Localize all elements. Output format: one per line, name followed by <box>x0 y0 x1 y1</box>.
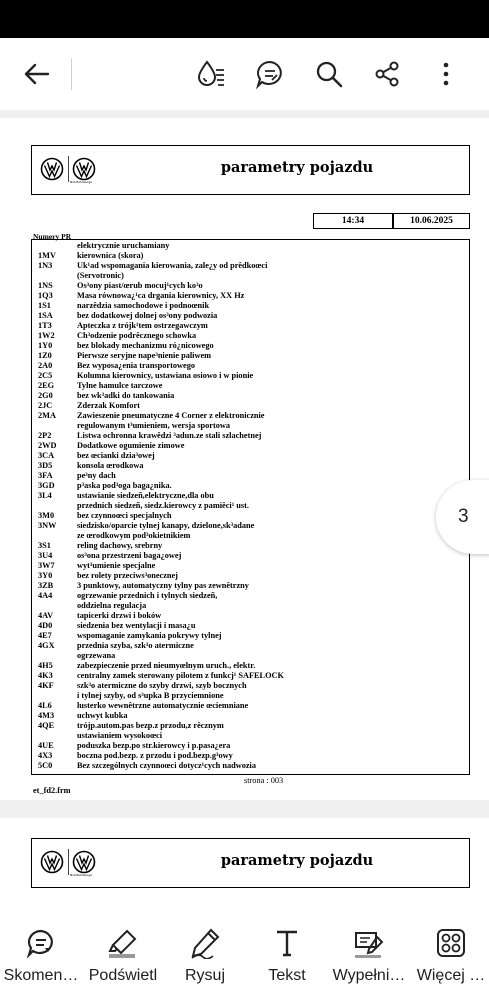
print-time: 14:34 <box>313 213 393 229</box>
list-item <box>32 651 469 661</box>
list-item <box>32 711 469 721</box>
pr-description: przednia szyba, szk³o atermiczne <box>77 641 194 650</box>
pr-description: Tylne hamulce tarczowe <box>77 381 163 390</box>
logo-caption: Nutzfahrzeuge <box>70 873 92 877</box>
pr-description: ogrzewana <box>77 651 116 660</box>
vw-logo-icon <box>40 850 64 874</box>
vw-logo-icon <box>72 157 96 181</box>
logo-caption: Nutzfahrzeuge <box>70 180 92 184</box>
pr-code: 4A4 <box>38 591 53 600</box>
pr-description: uchwyt kubka <box>77 711 128 720</box>
pr-description: Uk¹ad wspomagania kierowania, zale¿y od prêdkoœci <box>77 261 268 270</box>
pr-description: Listwa ochronna krawêdzi ³adun.ze stali szlachetnej <box>77 431 262 440</box>
pr-code: 4D0 <box>38 621 53 630</box>
page-header <box>31 838 470 888</box>
pr-description: Masa równowa¿¹ca drgania kierownicy, XX Hz <box>77 291 245 300</box>
pr-description: siedzisko/oparcie tylnej kanapy, dzielone,sk³adane <box>77 521 255 530</box>
more-tools-label: Więcej … <box>416 967 486 984</box>
pr-codes-list <box>31 239 470 775</box>
pr-description: bez œcianki dzia³owej <box>77 451 155 460</box>
pr-description: wspomaganie zamykania pokrywy tylnej <box>77 631 222 640</box>
list-item <box>32 241 469 251</box>
pr-code: 1W2 <box>38 331 55 340</box>
search-icon <box>315 60 343 88</box>
text-icon <box>271 927 303 959</box>
pr-code: 4E7 <box>38 631 52 640</box>
pr-description: i tylnej szyby, od s³upka B przyciemnione <box>77 691 224 700</box>
list-item <box>32 761 469 771</box>
highlight-label: Podświetl <box>88 967 158 984</box>
pr-code: 4KF <box>38 681 54 690</box>
list-item <box>32 381 469 391</box>
pr-code: 2MA <box>38 411 56 420</box>
pr-description: bez dodatkowej dolnej os³ony podwozia <box>77 311 218 320</box>
list-item <box>32 581 469 591</box>
pr-description: poduszka bezp.po str.kierowcy i p.pasa¿era <box>77 741 231 750</box>
pr-description: Bez wyposa¿enia transportowego <box>77 361 195 370</box>
more-vert-icon <box>442 61 450 87</box>
list-item <box>32 261 469 271</box>
pr-code: 1SA <box>38 311 53 320</box>
list-item <box>32 661 469 671</box>
page-indicator[interactable]: 3 <box>436 480 489 554</box>
pr-description: reling dachowy, srebrny <box>77 541 163 550</box>
pr-description: lusterko wewnêtrzne automatycznie œciemniane <box>77 701 249 710</box>
pr-code: 2C5 <box>38 371 53 380</box>
pr-code: 4H5 <box>38 661 53 670</box>
chat-bubble-icon <box>254 58 286 90</box>
list-item <box>32 551 469 561</box>
list-item <box>32 371 469 381</box>
pr-description: pe³ny dach <box>77 471 116 480</box>
list-item <box>32 271 469 281</box>
bottom-toolbar <box>0 905 489 998</box>
logo-divider <box>68 849 69 875</box>
list-item <box>32 351 469 361</box>
more-options-button[interactable] <box>426 54 466 94</box>
list-item <box>32 511 469 521</box>
pr-description: Ch³odzenie podrêcznego schowka <box>77 331 197 340</box>
pr-description: Pierwsze seryjne nape³nienie paliwem <box>77 351 212 360</box>
share-icon <box>373 60 401 88</box>
pr-description: siedzenia bez wentylacji i masa¿u <box>77 621 196 630</box>
pr-description: (Servotronic) <box>77 271 124 280</box>
list-item <box>32 731 469 741</box>
ink-drop-icon <box>194 58 226 90</box>
list-item <box>32 431 469 441</box>
pr-description: szk³o atermiczne do szyby drzwi, szyb bocznych <box>77 681 247 690</box>
pr-code: 4K3 <box>38 671 53 680</box>
pr-description: Dodatkowe ogumienie zimowe <box>77 441 185 450</box>
pr-description: wyt³umienie specjalne <box>77 561 156 570</box>
pr-description: trójp.autom.pas bezp.z przodu,z rêcznym <box>77 721 224 730</box>
pr-description: konsola œrodkowa <box>77 461 144 470</box>
pr-code: 1S1 <box>38 301 51 310</box>
pr-description: Bez szczególnych czynnoœci dotycz¹cych nadwozia <box>77 761 256 770</box>
comment-button[interactable] <box>0 921 82 991</box>
pr-description: bez czynnoœci specjalnych <box>77 511 172 520</box>
brand-logos <box>40 154 98 188</box>
top-toolbar <box>0 38 489 110</box>
ink-button[interactable] <box>190 54 230 94</box>
pr-code: 4L6 <box>38 701 52 710</box>
list-item <box>32 341 469 351</box>
page-number-label: strona : 003 <box>244 776 284 785</box>
pr-code: 4UE <box>38 741 54 750</box>
pr-code: 3U4 <box>38 551 53 560</box>
list-item <box>32 501 469 511</box>
list-item <box>32 411 469 421</box>
pr-code: 3M0 <box>38 511 55 520</box>
pr-code: 3L4 <box>38 491 52 500</box>
pr-code: 3ZB <box>38 581 54 590</box>
list-item <box>32 691 469 701</box>
pr-description: Zderzak Komfort <box>77 401 140 410</box>
fill-sign-icon <box>353 927 385 959</box>
pen-icon <box>189 927 221 959</box>
comment-icon <box>25 927 57 959</box>
list-item <box>32 251 469 261</box>
list-item <box>32 401 469 411</box>
list-item <box>32 641 469 651</box>
pr-description: tapicerki drzwi i boków <box>77 611 162 620</box>
highlighter-icon <box>107 927 139 959</box>
pr-code: 5C0 <box>38 761 53 770</box>
vw-logo-icon <box>40 157 64 181</box>
list-item <box>32 471 469 481</box>
document-page <box>0 118 489 800</box>
print-date: 10.06.2025 <box>393 213 470 229</box>
pr-code: 1NS <box>38 281 53 290</box>
pr-description: bez rolety przeciws³onecznej <box>77 571 178 580</box>
vw-logo-icon <box>72 850 96 874</box>
pr-code: 2P2 <box>38 431 52 440</box>
list-item <box>32 441 469 451</box>
pr-description: boczna pod.bezp. z przodu i pod.bezp.g³owy <box>77 751 233 760</box>
pr-code: 3FA <box>38 471 53 480</box>
list-item <box>32 391 469 401</box>
pr-description: przednich siedzeñ, siedz.kierowcy z pamiêci¹ ust. <box>77 501 249 510</box>
list-item <box>32 541 469 551</box>
pr-code: 4X3 <box>38 751 53 760</box>
list-item <box>32 481 469 491</box>
text-button[interactable] <box>246 921 328 991</box>
list-item <box>32 301 469 311</box>
list-item <box>32 311 469 321</box>
pr-code: 3NW <box>38 521 57 530</box>
pr-description: kierownica (skora) <box>77 251 144 260</box>
pr-code: 2G0 <box>38 391 53 400</box>
back-button[interactable] <box>16 54 56 94</box>
list-item <box>32 631 469 641</box>
pr-description: regulowanym t³umieniem, wersja sportowa <box>77 421 231 430</box>
pr-description: ustawianie siedzeñ,elektryczne,dla obu <box>77 491 214 500</box>
list-item <box>32 491 469 501</box>
list-item <box>32 461 469 471</box>
pr-description: bez blokady mechanizmu ró¿nicowego <box>77 341 214 350</box>
pr-description: ze œrodkowym pod³okietnikiem <box>77 531 191 540</box>
logo-divider <box>68 156 69 182</box>
pr-code: 1Q3 <box>38 291 53 300</box>
pr-description: bez wk³adki do tankowania <box>77 391 175 400</box>
pr-code: 4QE <box>38 721 55 730</box>
arrow-left-icon <box>22 62 50 86</box>
fill-sign-button[interactable] <box>328 921 410 991</box>
brand-logos <box>40 847 98 881</box>
pr-code: 2JC <box>38 401 53 410</box>
pr-description: Os³ony piast/œrub mocuj¹cych ko³o <box>77 281 203 290</box>
page-header <box>31 145 470 195</box>
pr-code: 3D5 <box>38 461 53 470</box>
list-item <box>32 721 469 731</box>
pr-description: Apteczka z trójk¹tem ostrzegawczym <box>77 321 208 330</box>
pr-code: 3CA <box>38 451 55 460</box>
list-item <box>32 741 469 751</box>
pr-description: Kolumna kierownicy, ustawiana osiowo i w pionie <box>77 371 254 380</box>
pr-description: zabezpieczenie przed nieumyœlnym uruch., elektr. <box>77 661 256 670</box>
draw-label: Rysuj <box>184 967 225 984</box>
pr-code: 4M3 <box>38 711 55 720</box>
search-button[interactable] <box>309 54 349 94</box>
status-bar <box>0 0 489 38</box>
list-item <box>32 281 469 291</box>
list-item <box>32 321 469 331</box>
pr-description: Zawieszenie pneumatyczne 4 Corner z elektronicznie <box>77 411 265 420</box>
pr-code: 1N3 <box>38 261 53 270</box>
pr-code: 1Z0 <box>38 351 52 360</box>
pr-description: narzêdzia samochodowe i podnoœnik <box>77 301 210 310</box>
pr-description: ogrzewanie przednich i tylnych siedzeñ, <box>77 591 218 600</box>
list-item <box>32 591 469 601</box>
comments-button[interactable] <box>250 54 290 94</box>
list-item <box>32 361 469 371</box>
text-label: Tekst <box>268 967 306 984</box>
list-item <box>32 601 469 611</box>
list-item <box>32 521 469 531</box>
pr-code: 2A0 <box>38 361 53 370</box>
toolbar-divider <box>71 58 72 90</box>
pr-description: p³aska pod³oga baga¿nika. <box>77 481 172 490</box>
pr-description: ustawianiem wysokoœci <box>77 731 163 740</box>
list-item <box>32 421 469 431</box>
pr-code: 2EG <box>38 381 55 390</box>
list-item <box>32 561 469 571</box>
list-item <box>32 751 469 761</box>
more-tools-button[interactable] <box>410 921 489 991</box>
footer-filename: et_fd2.frm <box>33 786 71 795</box>
pr-code: 4GX <box>38 641 55 650</box>
document-viewer[interactable] <box>0 110 489 905</box>
pr-code: 1MV <box>38 251 56 260</box>
document-title: parametry pojazdu <box>220 159 374 176</box>
list-item <box>32 451 469 461</box>
pr-description: centralny zamek sterowany pilotem z funkcj¹ SAFELOCK <box>77 671 284 680</box>
pr-code: 1Y0 <box>38 341 53 350</box>
pr-code: 3S1 <box>38 541 51 550</box>
list-item <box>32 681 469 691</box>
list-item <box>32 621 469 631</box>
pr-description: 3 punktowy, automatyczny tylny pas zewnêtrzny <box>77 581 249 590</box>
fill-sign-label: Wypełni… <box>332 967 406 984</box>
list-item <box>32 701 469 711</box>
pr-description: elektrycznie uruchamiany <box>77 241 170 250</box>
list-item <box>32 291 469 301</box>
pr-description: os³ona przestrzeni baga¿owej <box>77 551 182 560</box>
pr-code: 1T3 <box>38 321 52 330</box>
document-page <box>0 818 489 905</box>
highlight-button[interactable] <box>82 921 164 991</box>
pr-code: 2WD <box>38 441 57 450</box>
list-item <box>32 671 469 681</box>
draw-button[interactable] <box>164 921 246 991</box>
pr-code: 4AV <box>38 611 54 620</box>
list-item <box>32 531 469 541</box>
list-item <box>32 611 469 621</box>
pr-code: 3GD <box>38 481 55 490</box>
pr-numbers-label: Numery PR <box>33 232 72 241</box>
comment-label: Skomen… <box>3 967 79 984</box>
list-item <box>32 331 469 341</box>
pr-code: 3Y0 <box>38 571 53 580</box>
pr-code: 3W7 <box>38 561 55 570</box>
list-item <box>32 571 469 581</box>
share-button[interactable] <box>367 54 407 94</box>
document-title: parametry pojazdu <box>220 852 374 869</box>
grid-icon <box>435 927 467 959</box>
pr-description: oddzielna regulacja <box>77 601 147 610</box>
